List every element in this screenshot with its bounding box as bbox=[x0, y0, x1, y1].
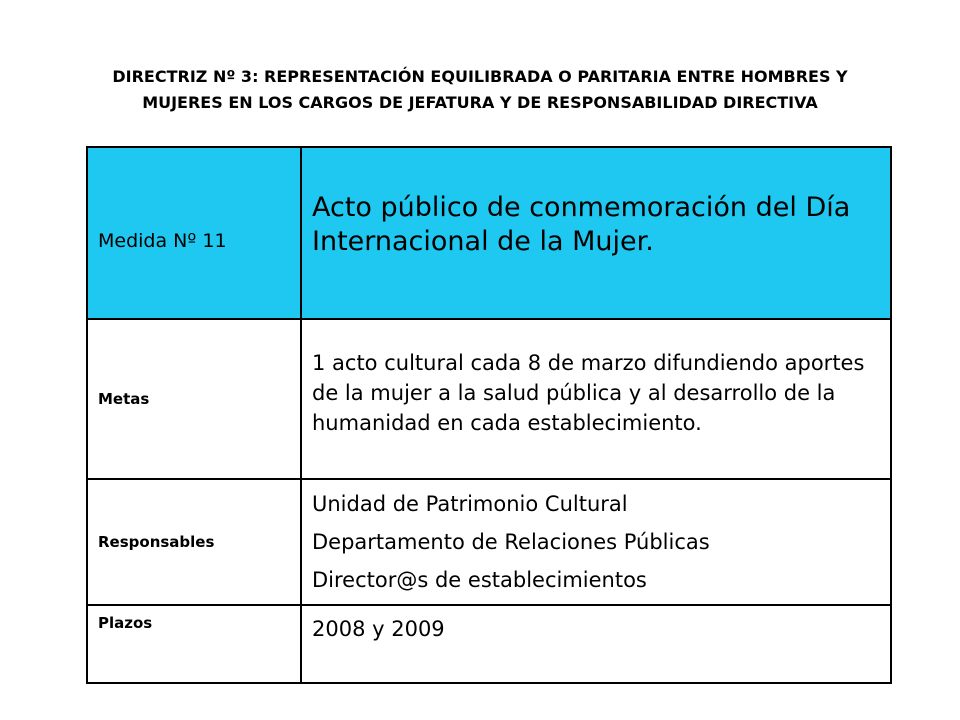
plazos-value: 2008 y 2009 bbox=[301, 605, 891, 683]
responsables-row bbox=[87, 479, 891, 605]
metas-row bbox=[87, 319, 891, 479]
metas-label: Metas bbox=[87, 319, 301, 479]
measure-table bbox=[86, 146, 892, 684]
responsables-list bbox=[301, 479, 891, 605]
responsable-item: Director@s de establecimientos bbox=[312, 568, 647, 592]
measure-header-row bbox=[87, 147, 891, 319]
responsables-label: Responsables bbox=[87, 479, 301, 605]
responsable-item: Unidad de Patrimonio Cultural bbox=[312, 492, 628, 516]
directive-heading-line-2: MUJERES EN LOS CARGOS DE JEFATURA Y DE RESPONSABILIDAD DIRECTIVA bbox=[142, 93, 818, 112]
directive-heading-line-1: DIRECTRIZ Nº 3: REPRESENTACIÓN EQUILIBRADA O PARITARIA ENTRE HOMBRES Y bbox=[112, 67, 848, 86]
plazos-label: Plazos bbox=[87, 605, 301, 683]
responsable-item: Departamento de Relaciones Públicas bbox=[312, 530, 710, 554]
metas-value: 1 acto cultural cada 8 de marzo difundiendo aportes de la mujer a la salud pública y al desarrollo de la humanidad en cada establecimiento. bbox=[301, 319, 891, 479]
measure-title: Acto público de conmemoración del Día Internacional de la Mujer. bbox=[301, 147, 891, 319]
directive-heading bbox=[40, 64, 920, 116]
plazos-row bbox=[87, 605, 891, 683]
measure-number-label: Medida Nº 11 bbox=[87, 147, 301, 319]
